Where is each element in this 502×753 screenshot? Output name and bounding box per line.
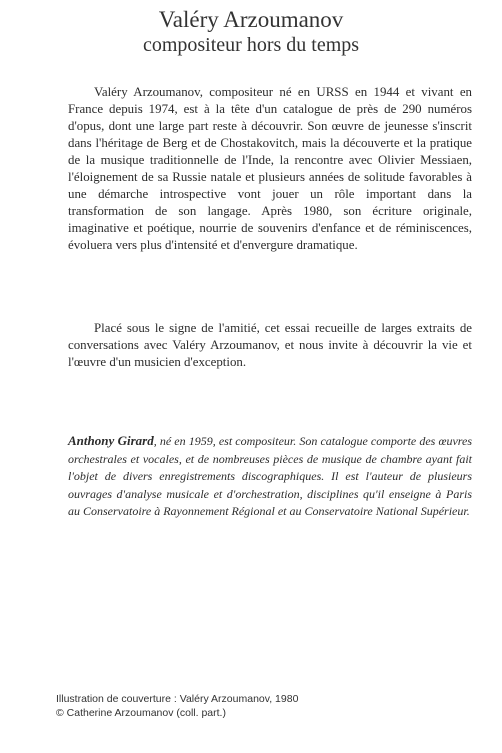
title-block [0, 6, 502, 57]
author-bio-text: , né en 1959, est compositeur. Son catalogue comporte des œuvres orchestrales et vocales, et de nombreuses pièces de musique de chambre ayant fait l'objet de divers enregistrements discographiques. Il est l'auteur de plusieurs ouvrages d'analyse musicale et d'orchestration, disciplines qu'il enseigne à Paris au Conservatoire à Rayonnement Régional et au Conservatoire National Supérieur. [68, 434, 472, 518]
author-bio [68, 432, 472, 521]
summary-paragraph-1: Valéry Arzoumanov, compositeur né en URSS en 1944 et vivant en France depuis 1974, est à la tête d'un catalogue de près de 290 numéros d'opus, dont une large part reste à découvrir. Son œuvre de jeunesse s'inscrit dans l'héritage de Berg et de Chostakovitch, mais la découverte et la pratique de la musique traditionnelle de l'Inde, la rencontre avec Olivier Messiaen, l'éloignement de sa Russie natale et plusieurs années de solitude favorables à une démarche introspective vont jouer un rôle important dans la transformation de son langage. Après 1980, son écriture originale, imaginative et poétique, nourrie de souvenirs d'enfance et de réminiscences, évoluera vers plus d'intensité et d'envergure dramatique. [68, 85, 472, 252]
summary-paragraph-2: Placé sous le signe de l'amitié, cet essai recueille de larges extraits de conversations avec Valéry Arzoumanov, et nous invite à découvrir la vie et l'œuvre d'un musicien d'exception. [68, 321, 472, 369]
cover-credits [56, 692, 298, 720]
copyright-credit: © Catherine Arzoumanov (coll. part.) [56, 707, 226, 719]
book-subtitle: compositeur hors du temps [142, 34, 360, 56]
book-title: Valéry Arzoumanov [158, 7, 344, 32]
illustration-credit: Illustration de couverture : Valéry Arzoumanov, 1980 [56, 693, 299, 705]
author-name: Anthony Girard [68, 433, 154, 448]
